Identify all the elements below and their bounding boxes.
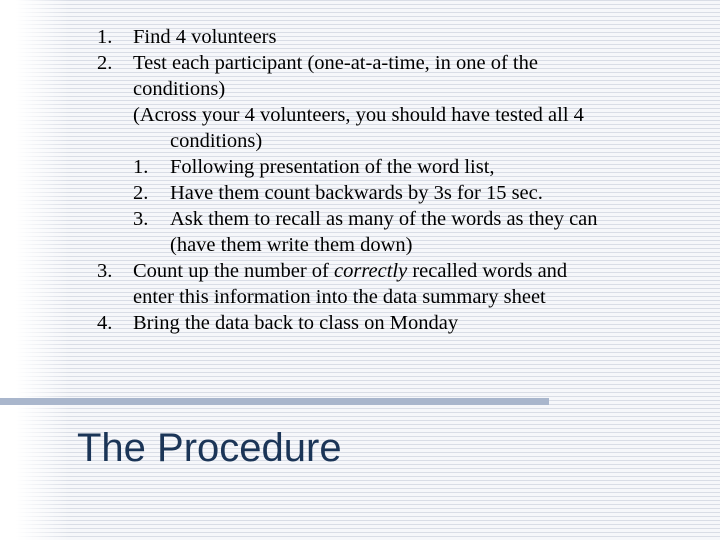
list-text: Have them count backwards by 3s for 15 sec.	[170, 182, 543, 204]
list-text	[133, 258, 567, 284]
list-number: 1.	[97, 26, 113, 48]
list-text: Bring the data back to class on Monday	[133, 312, 459, 334]
emphasis-text: correctly	[334, 260, 408, 282]
list-text: Test each participant (one-at-a-time, in one of the	[133, 52, 538, 74]
list-text: conditions)	[133, 78, 226, 100]
list-text-part: recalled words and	[407, 260, 568, 282]
list-number: 2.	[97, 52, 113, 74]
list-text: Ask them to recall as many of the words as they can	[170, 208, 598, 230]
list-number: 2.	[133, 182, 149, 204]
list-number: 3.	[133, 208, 149, 230]
title-divider	[0, 398, 549, 405]
list-number: 4.	[97, 312, 113, 334]
list-text: Following presentation of the word list,	[170, 156, 495, 178]
list-text: (have them write them down)	[170, 234, 413, 256]
list-text: (Across your 4 volunteers, you should have tested all 4	[133, 104, 584, 126]
list-text: conditions)	[170, 130, 263, 152]
slide-title: The Procedure	[77, 426, 342, 470]
list-text: enter this information into the data summary sheet	[133, 286, 546, 308]
list-number: 1.	[133, 156, 149, 178]
list-number: 3.	[97, 260, 113, 282]
list-text-part: Count up the number of	[133, 260, 334, 282]
list-text: Find 4 volunteers	[133, 26, 277, 48]
